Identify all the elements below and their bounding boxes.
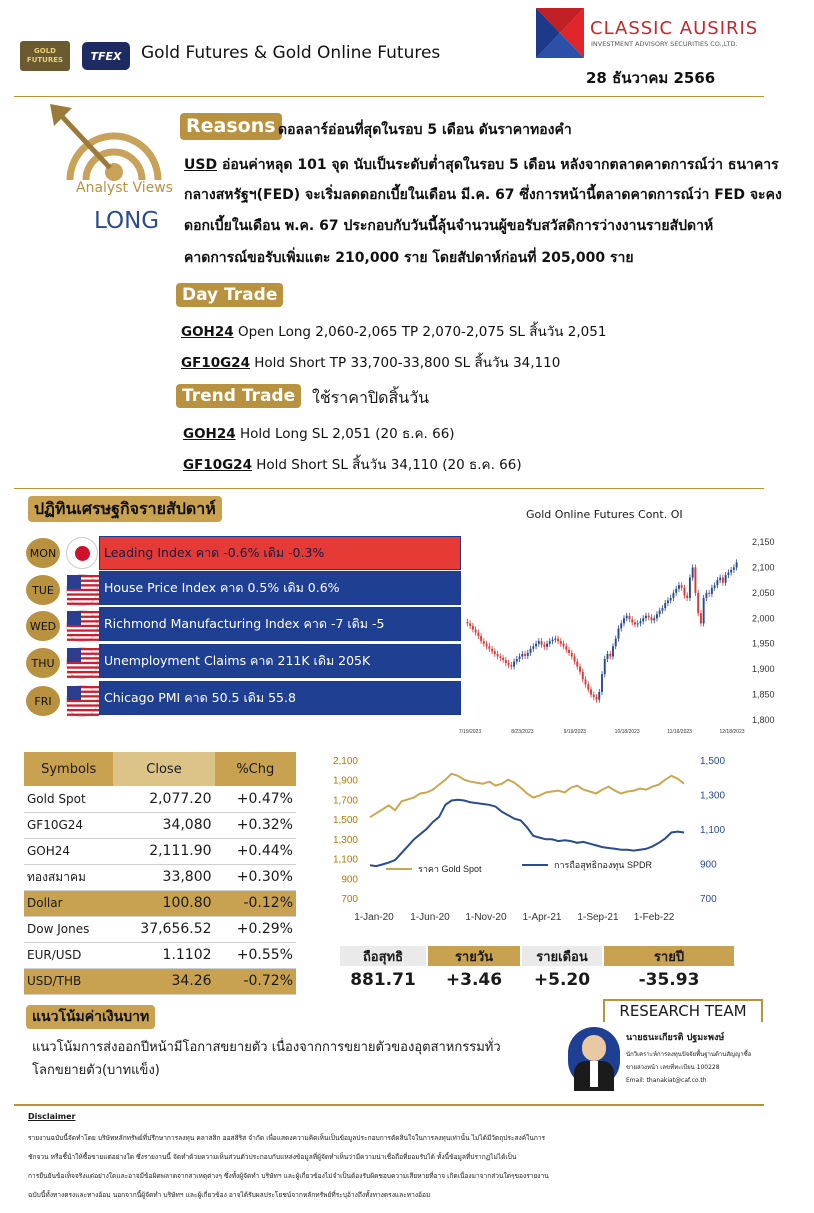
candle	[736, 562, 738, 567]
candle	[585, 679, 587, 684]
japan-flag-icon	[66, 537, 98, 569]
spdr-value-monthly: +5.20	[533, 970, 591, 990]
y-right-tick-label: 1,300	[700, 790, 726, 802]
event-tue: House Price Index คาด 0.5% เดิม 0.6%	[99, 571, 461, 605]
candle	[516, 659, 518, 662]
candle	[499, 656, 501, 658]
target-arrow-icon	[48, 102, 168, 182]
brand-name: CLASSIC AUSIRIS	[590, 18, 759, 39]
y-left-tick-label: 1,100	[332, 854, 358, 866]
candle	[530, 649, 532, 653]
candle	[466, 622, 468, 624]
header-symbols: Symbols	[24, 752, 113, 786]
candle	[565, 646, 567, 650]
candle	[681, 585, 683, 588]
section-divider	[14, 488, 764, 489]
candle	[579, 667, 581, 672]
y-right-tick-label: 900	[700, 859, 717, 871]
day-trade-item: GF10G24 Hold Short TP 33,700-33,800 SL สิ้นวัน 34,110	[181, 355, 561, 371]
us-flag-icon	[66, 647, 98, 679]
trend-trade-tag: Trend Trade	[176, 384, 301, 408]
candle	[543, 645, 545, 647]
x-tick-label: 1-Feb-22	[633, 912, 675, 923]
y-right-tick-label: 700	[700, 894, 717, 905]
us-flag-icon	[66, 685, 98, 717]
candle	[497, 654, 499, 657]
analyst-email: Email: thanakiat@caf.co.th	[626, 1077, 707, 1084]
candle	[678, 585, 680, 589]
reasons-line-1: USD อ่อนค่าหลุด 101 จุด นับเป็นระดับต่ำสุดในรอบ 5 เดือน หลังจากตลาดคาดการณ์ว่า ธนาคาร	[184, 157, 779, 173]
candle	[488, 646, 490, 649]
series-line	[370, 774, 684, 817]
y-right-tick-label: 1,500	[700, 756, 726, 767]
header-close: Close	[113, 752, 214, 786]
day-badge-tue: TUE	[26, 575, 60, 605]
spdr-value-net: 881.71	[350, 970, 416, 990]
candle	[692, 567, 694, 577]
reasons-line-4: คาดการณ์ขอรับเพิ่มแตะ 210,000 ราย โดยสัปดาห์ก่อนที่ 205,000 ราย	[184, 250, 634, 266]
y-tick-label: 2,050	[752, 587, 775, 598]
candle	[642, 618, 644, 621]
candle	[672, 593, 674, 598]
baht-line-1: แนวโน้มการส่งออกปีหน้ามีโอกาสขยายตัว เนื่องจากการขยายตัวของอุตสาหกรรมทั่ว	[32, 1040, 501, 1055]
event-wed: Richmond Manufacturing Index คาด -7 เดิม -5	[99, 607, 461, 641]
research-title: RESEARCH TEAM	[603, 999, 763, 1022]
candle	[708, 593, 710, 594]
y-tick-label: 2,000	[752, 613, 775, 624]
legend-label: ราคา Gold Spot	[418, 864, 482, 874]
candle	[686, 595, 688, 598]
y-tick-label: 2,150	[752, 537, 775, 547]
baht-line-2: โลกขยายตัว(บาทแข็ง)	[32, 1063, 160, 1078]
day-badge-wed: WED	[26, 611, 60, 641]
candle	[675, 589, 677, 593]
tfex-logo: TFEX	[82, 42, 130, 70]
disclaimer-line: ชักจวน หรือชี้นำให้ซื้อขายแต่อย่างใด ซึ่งรายงานนี้ จัดทำด้วยความเห็นส่วนตัวประกอบกับแหล่งข้อมูลที่ผู้จัดทำเห็นว่ามีความน่าเชื่อถือที่ยอมรับได้ ทั้งนี้ข้อมูลที่ปรากฏไม่ได้เป็น	[28, 1153, 517, 1161]
x-tick-label: 8/23/2023	[511, 729, 534, 735]
disclaimer-title: Disclaimer	[28, 1112, 76, 1121]
baht-title: แนวโน้มค่าเงินบาท	[26, 1005, 155, 1029]
candle	[568, 650, 570, 653]
candle	[623, 618, 625, 623]
candle	[722, 578, 724, 583]
analyst-view-value: LONG	[94, 208, 160, 234]
candle	[670, 598, 672, 601]
candle	[502, 658, 504, 660]
candle	[700, 613, 702, 623]
analyst-views-label: Analyst Views	[76, 180, 173, 196]
table-row: GF10G24 34,080 +0.32%	[24, 812, 296, 838]
trend-trade-note: ใช้ราคาปิดสิ้นวัน	[312, 388, 430, 407]
candle	[486, 644, 488, 647]
x-tick-label: 10/18/2023	[614, 729, 640, 735]
candle	[510, 665, 512, 667]
candle	[494, 651, 496, 654]
candle	[604, 659, 606, 674]
candle	[527, 653, 529, 656]
x-tick-label: 12/18/2023	[719, 729, 745, 735]
candle	[626, 616, 628, 619]
analyst-role-2: ขายล่วงหน้า เลขที่ทะเบียน 100228	[626, 1064, 720, 1071]
spdr-label-net: ถือสุทธิ	[340, 946, 426, 966]
x-tick-label: 9/19/2023	[563, 729, 586, 735]
y-tick-label: 1,950	[752, 638, 775, 649]
event-fri: Chicago PMI คาด 50.5 เดิม 55.8	[99, 681, 461, 715]
candle	[733, 567, 735, 570]
candle	[557, 639, 559, 642]
candle	[620, 623, 622, 628]
table-row: ทองสมาคม 33,800 +0.30%	[24, 864, 296, 890]
candle	[587, 684, 589, 689]
spdr-value-yearly: -35.93	[638, 970, 700, 990]
candle	[725, 575, 727, 583]
candle	[650, 617, 652, 620]
candle	[596, 697, 598, 700]
event-thu: Unemployment Claims คาด 211K เดิม 205K	[99, 644, 461, 678]
header-divider	[14, 96, 764, 97]
candle	[472, 626, 474, 630]
usd-label: USD	[184, 157, 218, 173]
gold-online-futures-chart	[456, 530, 786, 740]
candle	[505, 660, 507, 663]
candle	[618, 628, 620, 638]
candle	[475, 629, 477, 632]
us-flag-icon	[66, 610, 98, 642]
candle	[659, 611, 661, 615]
candle	[697, 593, 699, 613]
candle	[689, 578, 691, 598]
candle	[598, 692, 600, 700]
candle	[609, 654, 611, 657]
reasons-line-2: กลางสหรัฐฯ(FED) จะเริ่มลดดอกเบี้ยในเดือน มี.ค. 67 ซึ่งการหน้านี้ตลาดคาดการณ์ว่า FED จะคง	[184, 187, 782, 203]
gold-futures-logo: GOLD FUTURES	[20, 41, 70, 71]
table-row: GOH24 2,111.90 +0.44%	[24, 838, 296, 864]
table-row: Dollar 100.80 -0.12%	[24, 890, 296, 916]
candle	[683, 588, 685, 596]
candle	[491, 649, 493, 652]
candle	[582, 672, 584, 680]
candle	[574, 656, 576, 661]
candle	[590, 689, 592, 694]
y-right-tick-label: 1,100	[700, 825, 726, 836]
candle	[541, 641, 543, 645]
candle	[538, 641, 540, 644]
candle	[477, 633, 479, 637]
x-tick-label: 1-Sep-21	[577, 912, 619, 923]
y-tick-label: 2,100	[752, 562, 775, 573]
x-tick-label: 1-Jan-20	[354, 912, 394, 923]
event-mon: Leading Index คาด -0.6% เดิม -0.3%	[99, 536, 461, 570]
candle	[563, 644, 565, 647]
calendar-title: ปฏิทินเศรษฐกิจรายสัปดาห์	[28, 496, 222, 522]
day-badge-fri: FRI	[26, 686, 60, 716]
legend-label: การถือสุทธิกองทุน SPDR	[554, 860, 652, 870]
day-badge-mon: MON	[26, 538, 60, 568]
candle	[664, 603, 666, 608]
candle	[640, 621, 642, 623]
candle	[714, 585, 716, 588]
y-left-tick-label: 2,100	[332, 756, 358, 767]
candle	[637, 623, 639, 624]
spdr-label-monthly: รายเดือน	[522, 946, 602, 966]
disclaimer-line: รายงานฉบับนี้จัดทำโดย บริษัทหลักทรัพย์ที่ปรึกษาการลงทุน คลาสสิก ออสสิริส จำกัด เพื่อแสดงความคิดเห็นเป็นข้อมูลประกอบการตัดสินใจในการลงทุนเท่านั้น ไม่ได้มีวัตถุประสงค์ในการ	[28, 1134, 546, 1142]
series-line	[370, 800, 684, 866]
y-left-tick-label: 900	[341, 874, 358, 886]
candle	[546, 644, 548, 647]
candle	[521, 654, 523, 657]
candle	[560, 641, 562, 644]
classic-ausiris-logo-icon	[536, 8, 584, 58]
candle	[694, 567, 696, 592]
candle	[552, 640, 554, 642]
y-left-tick-label: 1,300	[332, 834, 358, 846]
y-left-tick-label: 700	[341, 894, 358, 905]
candle	[656, 614, 658, 618]
candle	[554, 639, 556, 640]
candle	[615, 639, 617, 647]
y-tick-label: 1,800	[752, 715, 775, 725]
candle	[549, 641, 551, 644]
candle	[571, 653, 573, 657]
trend-trade-item: GF10G24 Hold Short SL สิ้นวัน 34,110 (20 ธ.ค. 66)	[183, 457, 522, 473]
reasons-line-3: ดอกเบี้ยในเดือน พ.ค. 67 ประกอบกับวันนี้ลุ้นจำนวนผู้ขอรับสวัสดิการว่างงานรายสัปดาห์	[184, 218, 714, 234]
y-left-tick-label: 1,900	[332, 775, 358, 787]
candle	[661, 608, 663, 611]
reasons-headline: ดอลลาร์อ่อนที่สุดในรอบ 5 เดือน ดันราคาทองคำ	[278, 122, 572, 138]
reasons-tag: Reasons	[180, 113, 282, 140]
disclaimer-line: การยืนยันข้อเท็จจริงแต่อย่างใดและอาจมีข้อผิดพลาดจากสาเหตุต่างๆ ซึ่งทั้งผู้จัดทำ บริษัทฯ และผู้เกี่ยวข้องไม่จำเป็นต้องรับผิดชอบความเสียหายที่อาจ เกิดเนื่องมาจากส่วนใดๆของรายงาน	[28, 1172, 549, 1180]
y-left-tick-label: 1,500	[332, 815, 358, 827]
x-tick-label: 11/16/2023	[667, 729, 692, 735]
y-tick-label: 1,900	[752, 664, 775, 675]
quotes-table	[24, 752, 296, 995]
disclaimer-line: ฉบับนี้ทั้งทางตรงและทางอ้อม นอกจากนี้ผู้จัดทำ บริษัทฯ และผู้เกี่ยวข้อง อาจได้รับผลประโยชน์จากหลักทรัพย์ที่ระบุอ้างถึงทั้งทางตรงและทางอ้อม	[28, 1191, 431, 1199]
analyst-role-1: นักวิเคราะห์การลงทุนปัจจัยพื้นฐานด้านสัญญาซื้อ	[626, 1051, 752, 1058]
candle	[645, 616, 647, 619]
candle	[480, 636, 482, 641]
y-tick-label: 1,850	[752, 689, 775, 700]
day-badge-thu: THU	[26, 648, 60, 678]
candle	[716, 580, 718, 585]
table-row: Gold Spot 2,077.20 +0.47%	[24, 786, 296, 812]
gold-spot-spdr-chart	[322, 748, 726, 928]
x-tick-label: 1-Nov-20	[465, 912, 507, 923]
candle	[730, 570, 732, 573]
candle	[634, 622, 636, 624]
table-row: Dow Jones 37,656.52 +0.29%	[24, 916, 296, 942]
footer-divider	[14, 1104, 764, 1106]
header-chg: %Chg	[215, 752, 296, 786]
candle	[508, 663, 510, 665]
candle	[524, 654, 526, 656]
candle	[705, 593, 707, 598]
candle	[576, 662, 578, 667]
candle	[607, 654, 609, 659]
y-left-tick-label: 1,700	[332, 795, 358, 807]
x-tick-label: 1-Jun-20	[410, 912, 450, 923]
candle	[727, 573, 729, 576]
candle	[513, 662, 515, 667]
day-trade-tag: Day Trade	[176, 283, 283, 307]
candle	[612, 646, 614, 656]
candle	[711, 588, 713, 594]
report-date: 28 ธันวาคม 2566	[586, 69, 716, 87]
candle	[532, 646, 534, 649]
us-flag-icon	[66, 574, 98, 606]
candle	[601, 674, 603, 692]
trend-trade-item: GOH24 Hold Long SL 2,051 (20 ธ.ค. 66)	[183, 426, 455, 442]
candle	[653, 618, 655, 620]
spdr-label-yearly: รายปี	[604, 946, 734, 966]
candle	[719, 578, 721, 581]
candle	[648, 616, 650, 618]
page-title: Gold Futures & Gold Online Futures	[141, 43, 441, 63]
candle	[629, 616, 631, 620]
brand-subtitle: INVESTMENT ADVISORY SECURITIES CO.,LTD.	[591, 40, 738, 48]
analyst-avatar	[568, 1027, 620, 1087]
candle	[535, 644, 537, 647]
candle	[483, 641, 485, 644]
candle-chart-title: Gold Online Futures Cont. OI	[526, 508, 683, 521]
spdr-label-daily: รายวัน	[428, 946, 520, 966]
candle	[519, 656, 521, 659]
candle	[631, 619, 633, 622]
candle	[469, 623, 471, 626]
x-tick-label: 7/19/2023	[458, 729, 482, 735]
candle	[667, 600, 669, 603]
table-row: USD/THB 34.26 -0.72%	[24, 968, 296, 994]
spdr-value-daily: +3.46	[445, 970, 503, 990]
candle	[703, 598, 705, 623]
table-row: EUR/USD 1.1102 +0.55%	[24, 942, 296, 968]
candle	[593, 695, 595, 698]
analyst-name: นายธนะเกียรติ ปฐมะพงษ์	[626, 1033, 725, 1043]
x-tick-label: 1-Apr-21	[522, 912, 562, 923]
day-trade-item: GOH24 Open Long 2,060-2,065 TP 2,070-2,075 SL สิ้นวัน 2,051	[181, 324, 607, 340]
table-header-row	[24, 752, 296, 786]
